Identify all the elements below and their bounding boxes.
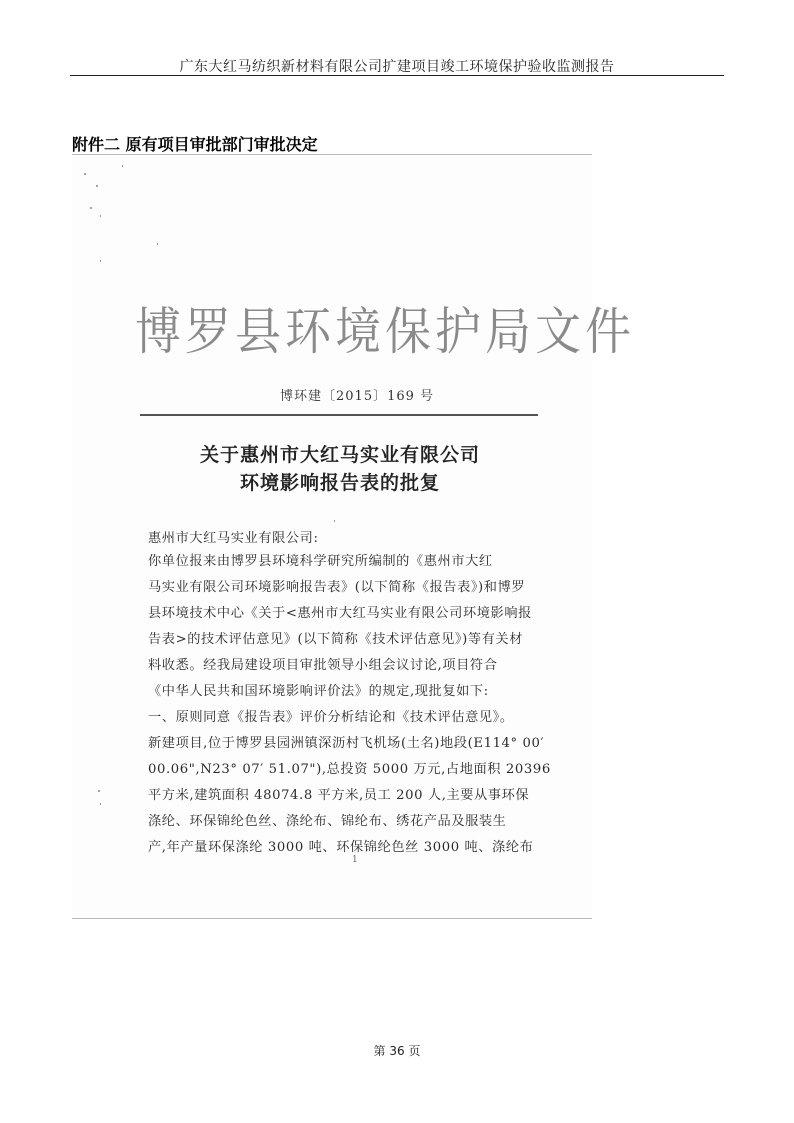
body-line: 平方米,建筑面积 48074.8 平方米,员工 200 人,主要从事环保 (148, 788, 530, 803)
scan-speck (84, 173, 86, 175)
reply-title-line-1: 关于惠州市大红马实业有限公司 (199, 444, 480, 466)
body-line: 新建项目,位于博罗县园洲镇深沥村飞机场(土名)地段(E114° 00′ (148, 736, 545, 751)
header-rule (70, 75, 724, 76)
body-line: 00.06",N23° 07′ 51.07"),总投资 5000 万元,占地面积 20396 (148, 762, 551, 777)
scan-speck (157, 243, 158, 245)
scan-speck (90, 207, 92, 209)
scan-bottom-rule (72, 918, 592, 919)
scan-speck (122, 165, 123, 167)
scan-speck (100, 215, 101, 217)
body-line: 产,年产量环保涤纶 3000 吨、环保锦纶色丝 3000 吨、涤纶布 (148, 840, 534, 855)
body-line: 《中华人民共和国环境影响评价法》的规定,现批复如下: (148, 684, 489, 699)
scan-page-mark: 1 (352, 855, 358, 865)
report-header-title: 广东大红马纺织新材料有限公司扩建项目竣工环境保护验收监测报告 (179, 59, 615, 75)
document-header-rule (140, 414, 538, 416)
body-line: 马实业有限公司环境影响报告表》(以下简称《报告表》)和博罗 (148, 580, 526, 595)
scan-speck (100, 803, 101, 805)
scan-speck (100, 260, 101, 262)
addressee: 惠州市大红马实业有限公司: (148, 531, 319, 546)
attachment-title: 附件二 原有项目审批部门审批决定 (72, 135, 318, 154)
scan-speck (98, 790, 100, 792)
scan-speck (96, 185, 98, 187)
agency-document-heading: 博罗县环境保护局文件 (135, 301, 635, 361)
reply-title-line-2: 环境影响报告表的批复 (239, 472, 440, 494)
body-line: 一、原则同意《报告表》评价分析结论和《技术评估意见》。 (148, 710, 514, 725)
body-line: 料收悉。经我局建设项目审批领导小组会议讨论,项目符合 (148, 658, 498, 673)
body-line: 你单位报来由博罗县环境科学研究所编制的《惠州市大红 (148, 554, 493, 569)
body-line: 县环境技术中心《关于<惠州市大红马实业有限公司环境影响报 (148, 606, 532, 621)
document-number: 博环建〔2015〕169 号 (280, 389, 435, 404)
body-line: 涤纶、环保锦纶色丝、涤纶布、锦纶布、绣花产品及服装生 (148, 814, 507, 829)
body-line: 告表>的技术评估意见》(以下简称《技术评估意见》)等有关材 (148, 632, 524, 647)
scan-speck (334, 520, 335, 522)
page-number: 第 36 页 (373, 1044, 421, 1058)
